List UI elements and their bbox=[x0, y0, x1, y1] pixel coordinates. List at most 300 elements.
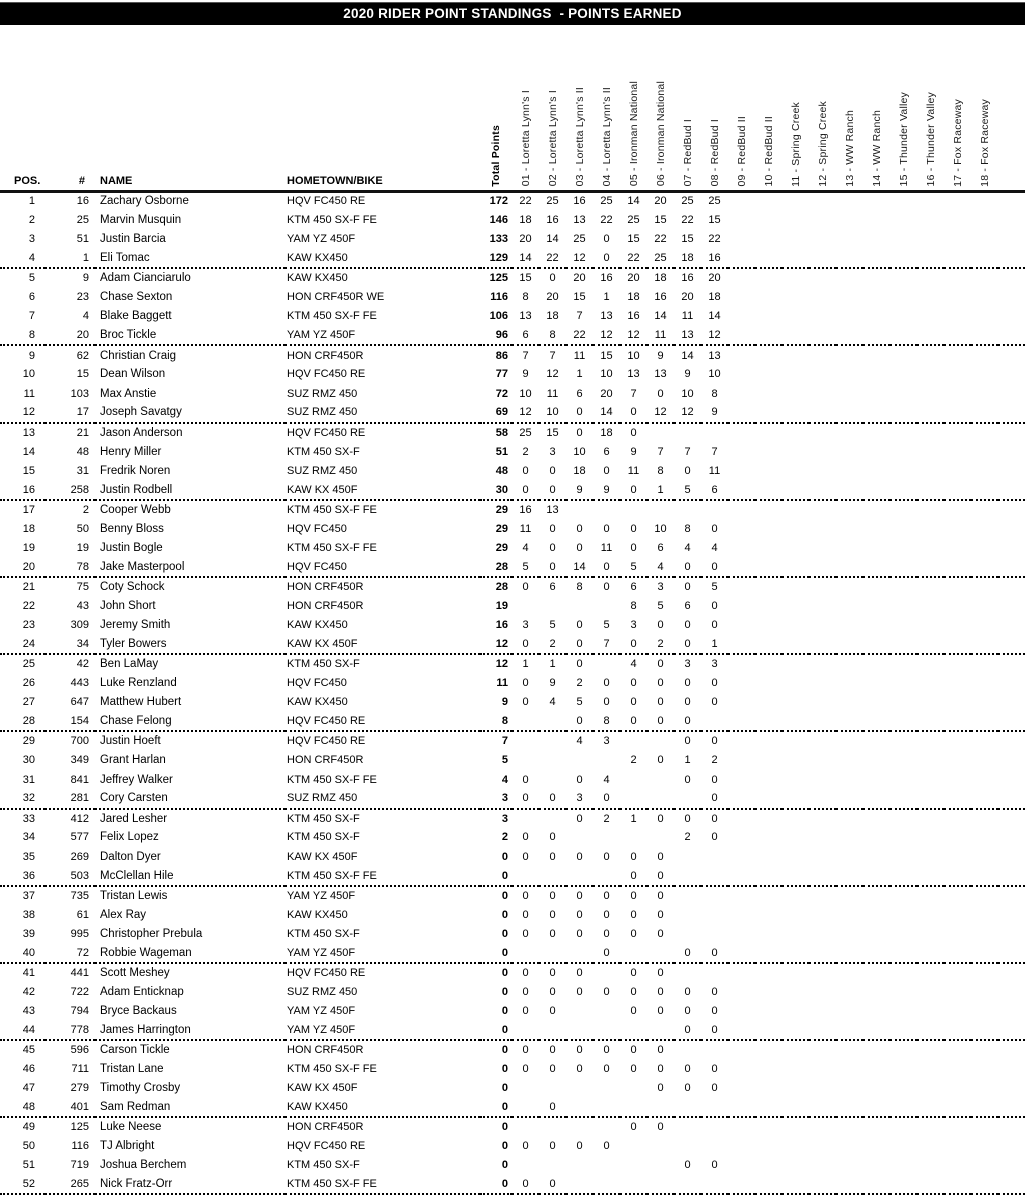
race-points-cell bbox=[863, 1059, 890, 1078]
race-points-cell bbox=[728, 345, 755, 364]
race-points-cell bbox=[890, 577, 917, 596]
race-points-cell bbox=[863, 519, 890, 538]
race-points-cell bbox=[917, 616, 944, 635]
race-points-cell bbox=[890, 693, 917, 712]
race-points-cell bbox=[917, 905, 944, 924]
race-points-cell: 4 bbox=[711, 541, 718, 554]
rider-number-cell: 279 bbox=[70, 1082, 89, 1095]
race-points-cell bbox=[890, 268, 917, 287]
race-points-cell bbox=[944, 809, 971, 828]
row-filler bbox=[998, 809, 1025, 828]
rider-number-cell: 577 bbox=[70, 831, 89, 844]
race-points-cell: 5 bbox=[603, 619, 610, 632]
race-points-cell: 0 bbox=[630, 1121, 637, 1134]
row-filler bbox=[998, 191, 1025, 210]
race-points-cell bbox=[917, 828, 944, 847]
row-filler bbox=[998, 963, 1025, 982]
race-points-cell bbox=[593, 1079, 620, 1098]
row-filler bbox=[998, 538, 1025, 557]
race-points-cell bbox=[755, 693, 782, 712]
table-row bbox=[0, 905, 1025, 924]
race-points-cell bbox=[890, 345, 917, 364]
race-points-cell bbox=[971, 982, 998, 1001]
bike-cell: SUZ RMZ 450 bbox=[285, 789, 480, 808]
rider-number-cell: 17 bbox=[45, 403, 95, 422]
race-points-cell bbox=[863, 249, 890, 268]
race-points-cell bbox=[539, 809, 566, 828]
race-points-cell: 15 bbox=[546, 426, 559, 439]
race-points-cell: 22 bbox=[566, 326, 593, 345]
pos-cell: 24 bbox=[0, 635, 45, 654]
race-points-cell: 0 bbox=[603, 581, 610, 594]
rider-name-cell: Justin Bogle bbox=[100, 541, 163, 554]
table-row bbox=[0, 1137, 1025, 1156]
bike-cell: YAM YZ 450F bbox=[287, 233, 356, 246]
race-points-cell: 1 bbox=[684, 754, 691, 767]
race-points-cell: 18 bbox=[708, 291, 721, 304]
race-points-cell: 22 bbox=[681, 213, 694, 226]
race-points-cell bbox=[917, 210, 944, 229]
race-points-cell: 2 bbox=[603, 812, 610, 825]
race-points-cell: 4 bbox=[684, 541, 691, 554]
rider-number-cell: 349 bbox=[70, 754, 89, 767]
table-row bbox=[0, 751, 1025, 770]
race-points-cell bbox=[917, 558, 944, 577]
race-points-cell bbox=[755, 577, 782, 596]
race-points-cell: 0 bbox=[593, 789, 620, 808]
total-points-cell: 0 bbox=[501, 1140, 508, 1153]
race-points-cell: 0 bbox=[657, 1044, 664, 1057]
race-points-cell: 6 bbox=[701, 480, 728, 499]
race-points-cell bbox=[836, 403, 863, 422]
race-points-cell bbox=[863, 886, 890, 905]
race-points-cell: 18 bbox=[519, 213, 532, 226]
bike-cell: KAW KX 450F bbox=[287, 850, 358, 863]
total-points-cell: 3 bbox=[480, 789, 512, 808]
race-points-cell: 10 bbox=[573, 445, 586, 458]
race-points-cell bbox=[782, 384, 809, 403]
race-points-cell bbox=[836, 770, 863, 789]
rider-name-cell: Carson Tickle bbox=[100, 1044, 170, 1057]
race-points-cell bbox=[890, 191, 917, 210]
race-points-cell bbox=[755, 944, 782, 963]
race-points-cell bbox=[809, 1059, 836, 1078]
row-filler bbox=[998, 403, 1025, 422]
row-filler bbox=[998, 384, 1025, 403]
race-points-cell bbox=[917, 847, 944, 866]
rider-name-cell: Joshua Berchem bbox=[100, 1159, 187, 1172]
race-points-cell: 0 bbox=[549, 464, 556, 477]
race-points-cell: 2 bbox=[539, 635, 566, 654]
row-filler bbox=[998, 307, 1025, 326]
race-points-cell bbox=[944, 365, 971, 384]
race-points-cell bbox=[755, 307, 782, 326]
race-points-cell: 0 bbox=[603, 908, 610, 921]
row-filler bbox=[998, 1098, 1025, 1117]
race-points-cell: 0 bbox=[549, 1044, 556, 1057]
table-row bbox=[0, 384, 1025, 403]
rider-number-cell: 42 bbox=[76, 658, 89, 671]
total-points-cell: 30 bbox=[480, 480, 512, 499]
race-points-cell: 0 bbox=[657, 677, 664, 690]
pos-cell: 7 bbox=[28, 310, 35, 323]
race-points-cell bbox=[674, 789, 701, 808]
race-points-cell bbox=[701, 1098, 728, 1117]
race-points-cell bbox=[809, 577, 836, 596]
race-points-cell: 0 bbox=[701, 1021, 728, 1040]
rider-number-cell: 412 bbox=[70, 812, 89, 825]
total-points-label: Total Points bbox=[490, 124, 502, 187]
total-points-cell: 58 bbox=[495, 426, 508, 439]
race-points-cell: 0 bbox=[603, 889, 610, 902]
race-points-cell: 20 bbox=[681, 291, 694, 304]
race-points-cell bbox=[809, 1175, 836, 1194]
race-points-cell bbox=[944, 268, 971, 287]
race-points-cell bbox=[809, 1040, 836, 1059]
bike-cell: HQV FC450 bbox=[287, 522, 347, 535]
race-points-cell bbox=[971, 654, 998, 673]
race-points-cell bbox=[917, 480, 944, 499]
total-points-cell: 0 bbox=[501, 908, 508, 921]
race-points-cell bbox=[782, 1137, 809, 1156]
race-points-cell bbox=[809, 944, 836, 963]
race-points-cell bbox=[647, 1098, 674, 1117]
race-points-cell bbox=[971, 616, 998, 635]
race-points-cell bbox=[944, 944, 971, 963]
race-points-cell: 20 bbox=[654, 195, 667, 208]
pos-cell: 9 bbox=[28, 349, 35, 362]
race-points-cell bbox=[971, 770, 998, 789]
bike-cell: HQV FC450 RE bbox=[287, 368, 366, 381]
race-points-cell bbox=[863, 210, 890, 229]
rider-number-cell: 31 bbox=[76, 464, 89, 477]
race-points-cell bbox=[944, 789, 971, 808]
race-points-cell: 9 bbox=[549, 677, 556, 690]
rider-number-cell: 23 bbox=[76, 291, 89, 304]
bike-cell: HQV FC450 RE bbox=[287, 967, 366, 980]
race-points-cell bbox=[728, 423, 755, 442]
race-points-cell bbox=[890, 886, 917, 905]
rider-name-cell: Chase Felong bbox=[95, 712, 285, 731]
race-points-cell bbox=[971, 1001, 998, 1020]
pos-cell: 23 bbox=[22, 619, 35, 632]
race-points-cell bbox=[566, 1098, 593, 1117]
rider-name-cell: Adam Enticknap bbox=[100, 985, 184, 998]
race-points-cell bbox=[890, 635, 917, 654]
race-points-cell bbox=[944, 558, 971, 577]
total-points-cell: 0 bbox=[501, 927, 508, 940]
table-row bbox=[0, 1156, 1025, 1175]
page-title: 2020 RIDER POINT STANDINGS - POINTS EARNED bbox=[343, 6, 682, 21]
race-points-cell bbox=[890, 210, 917, 229]
race-points-cell: 0 bbox=[603, 696, 610, 709]
race-points-cell: 6 bbox=[657, 541, 664, 554]
race-points-cell bbox=[944, 712, 971, 731]
race-points-cell bbox=[755, 596, 782, 615]
race-points-cell bbox=[890, 596, 917, 615]
column-header-race-13 bbox=[836, 25, 863, 191]
total-points-cell: 0 bbox=[501, 967, 508, 980]
race-points-cell: 15 bbox=[627, 233, 640, 246]
race-points-cell bbox=[836, 307, 863, 326]
race-points-cell bbox=[755, 809, 782, 828]
rider-number-cell: 269 bbox=[70, 850, 89, 863]
race-points-cell bbox=[728, 287, 755, 306]
race-points-cell: 14 bbox=[627, 195, 640, 208]
race-points-cell bbox=[755, 789, 782, 808]
rider-name-cell: Timothy Crosby bbox=[100, 1082, 181, 1095]
table-row bbox=[0, 828, 1025, 847]
race-points-cell bbox=[701, 1040, 728, 1059]
race-points-cell bbox=[863, 1040, 890, 1059]
total-points-cell: 16 bbox=[495, 619, 508, 632]
table-row bbox=[0, 577, 1025, 596]
race-points-cell bbox=[728, 654, 755, 673]
race-points-cell: 10 bbox=[519, 387, 532, 400]
row-filler bbox=[998, 673, 1025, 692]
race-points-cell bbox=[971, 712, 998, 731]
race-points-cell bbox=[971, 944, 998, 963]
race-points-cell bbox=[863, 577, 890, 596]
total-points-cell: 0 bbox=[501, 1082, 508, 1095]
race-points-cell: 18 bbox=[600, 426, 613, 439]
race-points-cell bbox=[971, 1059, 998, 1078]
race-points-cell bbox=[782, 1059, 809, 1078]
race-points-cell: 0 bbox=[522, 581, 529, 594]
column-header-race-03 bbox=[566, 25, 593, 191]
row-filler bbox=[998, 905, 1025, 924]
race-points-cell bbox=[701, 886, 728, 905]
race-points-cell bbox=[836, 944, 863, 963]
race-points-cell: 6 bbox=[512, 326, 539, 345]
race-points-cell bbox=[782, 230, 809, 249]
race-points-cell bbox=[890, 866, 917, 885]
race-points-cell: 9 bbox=[593, 480, 620, 499]
pos-cell: 43 bbox=[22, 1005, 35, 1018]
race-points-cell: 7 bbox=[593, 635, 620, 654]
race-points-cell bbox=[836, 828, 863, 847]
rider-number-cell: 711 bbox=[71, 1063, 89, 1075]
race-points-cell: 0 bbox=[593, 249, 620, 268]
race-points-cell: 7 bbox=[576, 310, 583, 323]
race-points-cell bbox=[863, 1117, 890, 1136]
race-points-cell bbox=[863, 1079, 890, 1098]
race-points-cell bbox=[809, 905, 836, 924]
row-filler bbox=[998, 982, 1025, 1001]
race-points-cell bbox=[971, 596, 998, 615]
race-points-cell: 14 bbox=[512, 249, 539, 268]
race-points-cell bbox=[782, 751, 809, 770]
race-points-cell bbox=[809, 519, 836, 538]
race-points-cell bbox=[890, 1098, 917, 1117]
race-points-cell: 22 bbox=[620, 249, 647, 268]
race-points-cell bbox=[971, 268, 998, 287]
race-points-cell: 0 bbox=[684, 696, 691, 709]
race-points-cell bbox=[917, 326, 944, 345]
row-filler bbox=[998, 558, 1025, 577]
race-points-cell bbox=[971, 809, 998, 828]
total-points-cell: 0 bbox=[501, 1044, 508, 1057]
race-points-cell: 0 bbox=[657, 658, 664, 671]
race-points-cell bbox=[917, 1175, 944, 1194]
race-label: 07 - RedBud I bbox=[681, 119, 694, 187]
race-points-cell bbox=[944, 480, 971, 499]
row-filler bbox=[998, 1175, 1025, 1194]
race-points-cell: 0 bbox=[630, 889, 637, 902]
race-label: 17 - Fox Raceway bbox=[951, 98, 964, 187]
rider-number-cell: 78 bbox=[45, 558, 95, 577]
race-points-cell: 0 bbox=[684, 812, 691, 825]
pos-cell: 26 bbox=[22, 677, 35, 690]
column-header-name: NAME bbox=[95, 25, 285, 191]
total-points-cell: 48 bbox=[495, 464, 508, 477]
race-points-cell bbox=[782, 500, 809, 519]
race-points-cell bbox=[701, 924, 728, 943]
rider-number-cell: 2 bbox=[82, 503, 89, 516]
race-points-cell bbox=[755, 558, 782, 577]
race-points-cell bbox=[728, 866, 755, 885]
race-points-cell bbox=[890, 230, 917, 249]
race-points-cell bbox=[809, 596, 836, 615]
race-points-cell: 0 bbox=[630, 850, 637, 863]
race-points-cell: 14 bbox=[708, 310, 721, 323]
race-points-cell bbox=[647, 731, 674, 750]
rider-name-cell: Luke Neese bbox=[100, 1121, 162, 1134]
race-points-cell bbox=[755, 1156, 782, 1175]
race-points-cell bbox=[863, 905, 890, 924]
race-points-cell bbox=[782, 731, 809, 750]
race-points-cell bbox=[917, 982, 944, 1001]
race-label: 16 - Thunder Valley bbox=[924, 92, 937, 187]
race-points-cell bbox=[674, 1137, 701, 1156]
race-points-cell: 25 bbox=[627, 213, 640, 226]
race-points-cell: 8 bbox=[522, 291, 529, 304]
total-points-cell: 29 bbox=[495, 503, 508, 516]
total-points-cell: 86 bbox=[495, 349, 508, 362]
race-points-cell: 22 bbox=[654, 233, 667, 246]
race-points-cell bbox=[836, 712, 863, 731]
table-row bbox=[0, 1098, 1025, 1117]
race-points-cell bbox=[890, 403, 917, 422]
race-points-cell: 0 bbox=[549, 522, 556, 535]
race-points-cell: 20 bbox=[708, 272, 721, 285]
race-points-cell bbox=[836, 577, 863, 596]
total-points-cell: 96 bbox=[480, 326, 512, 345]
race-points-cell: 10 bbox=[600, 368, 613, 381]
race-points-cell bbox=[971, 403, 998, 422]
table-row bbox=[0, 538, 1025, 557]
column-header-race-05 bbox=[620, 25, 647, 191]
race-points-cell bbox=[917, 654, 944, 673]
race-points-cell: 10 bbox=[539, 403, 566, 422]
race-points-cell bbox=[647, 789, 674, 808]
total-points-cell: 0 bbox=[480, 1021, 512, 1040]
race-points-cell: 0 bbox=[657, 619, 664, 632]
row-filler bbox=[998, 731, 1025, 750]
rider-number-cell: 778 bbox=[45, 1021, 95, 1040]
race-points-cell bbox=[755, 1098, 782, 1117]
race-points-cell bbox=[728, 461, 755, 480]
pos-cell: 50 bbox=[22, 1140, 35, 1153]
race-label: 09 - RedBud II bbox=[735, 115, 748, 187]
race-points-cell: 14 bbox=[566, 558, 593, 577]
row-filler bbox=[998, 442, 1025, 461]
column-header-race-14 bbox=[863, 25, 890, 191]
race-points-cell: 11 bbox=[600, 541, 613, 554]
race-points-cell bbox=[782, 480, 809, 499]
race-points-cell bbox=[863, 500, 890, 519]
pos-cell: 42 bbox=[22, 985, 35, 998]
race-points-cell: 0 bbox=[630, 985, 637, 998]
race-points-cell: 0 bbox=[657, 889, 664, 902]
race-points-cell: 13 bbox=[674, 326, 701, 345]
race-points-cell bbox=[863, 596, 890, 615]
bike-cell: HQV FC450 RE bbox=[287, 735, 366, 748]
race-points-cell bbox=[674, 866, 701, 885]
race-points-cell: 0 bbox=[630, 696, 637, 709]
race-points-cell bbox=[809, 1079, 836, 1098]
race-points-cell bbox=[755, 616, 782, 635]
rider-number-cell: 735 bbox=[70, 889, 89, 902]
total-points-cell: 0 bbox=[480, 866, 512, 885]
table-row bbox=[0, 963, 1025, 982]
race-points-cell bbox=[944, 905, 971, 924]
race-points-cell bbox=[863, 345, 890, 364]
bike-cell: HON CRF450R bbox=[287, 581, 364, 594]
race-points-cell bbox=[728, 693, 755, 712]
race-points-cell bbox=[971, 963, 998, 982]
rider-number-cell: 125 bbox=[70, 1121, 89, 1134]
rider-number-cell: 15 bbox=[76, 368, 89, 381]
race-points-cell bbox=[566, 944, 593, 963]
table-row bbox=[0, 1175, 1025, 1194]
race-points-cell bbox=[890, 1117, 917, 1136]
race-points-cell bbox=[755, 886, 782, 905]
race-points-cell: 0 bbox=[684, 464, 691, 477]
race-points-cell bbox=[917, 442, 944, 461]
race-points-cell bbox=[944, 1079, 971, 1098]
race-points-cell bbox=[863, 673, 890, 692]
rider-name-cell: Alex Ray bbox=[100, 908, 147, 921]
race-points-cell: 5 bbox=[576, 696, 583, 709]
race-points-cell bbox=[890, 751, 917, 770]
pos-cell: 45 bbox=[22, 1044, 35, 1057]
race-points-cell bbox=[728, 519, 755, 538]
race-points-cell bbox=[755, 673, 782, 692]
race-points-cell: 0 bbox=[603, 464, 610, 477]
rider-number-cell: 9 bbox=[82, 272, 89, 285]
pos-cell: 41 bbox=[22, 967, 35, 980]
race-points-cell: 15 bbox=[708, 213, 721, 226]
race-points-cell bbox=[836, 924, 863, 943]
race-points-cell: 0 bbox=[522, 1063, 529, 1075]
race-points-cell bbox=[944, 307, 971, 326]
rider-number-cell: 258 bbox=[45, 480, 95, 499]
race-points-cell: 4 bbox=[630, 658, 637, 671]
race-points-cell: 13 bbox=[573, 213, 586, 226]
race-points-cell bbox=[836, 345, 863, 364]
race-points-cell bbox=[728, 442, 755, 461]
race-points-cell: 0 bbox=[630, 522, 637, 535]
rider-name-cell: Tristan Lewis bbox=[100, 889, 168, 902]
race-points-cell: 12 bbox=[546, 368, 559, 381]
row-filler bbox=[998, 1001, 1025, 1020]
race-points-cell: 22 bbox=[539, 249, 566, 268]
race-points-cell bbox=[971, 905, 998, 924]
total-points-cell: 0 bbox=[501, 1159, 508, 1172]
race-points-cell: 12 bbox=[593, 326, 620, 345]
race-points-cell bbox=[971, 866, 998, 885]
